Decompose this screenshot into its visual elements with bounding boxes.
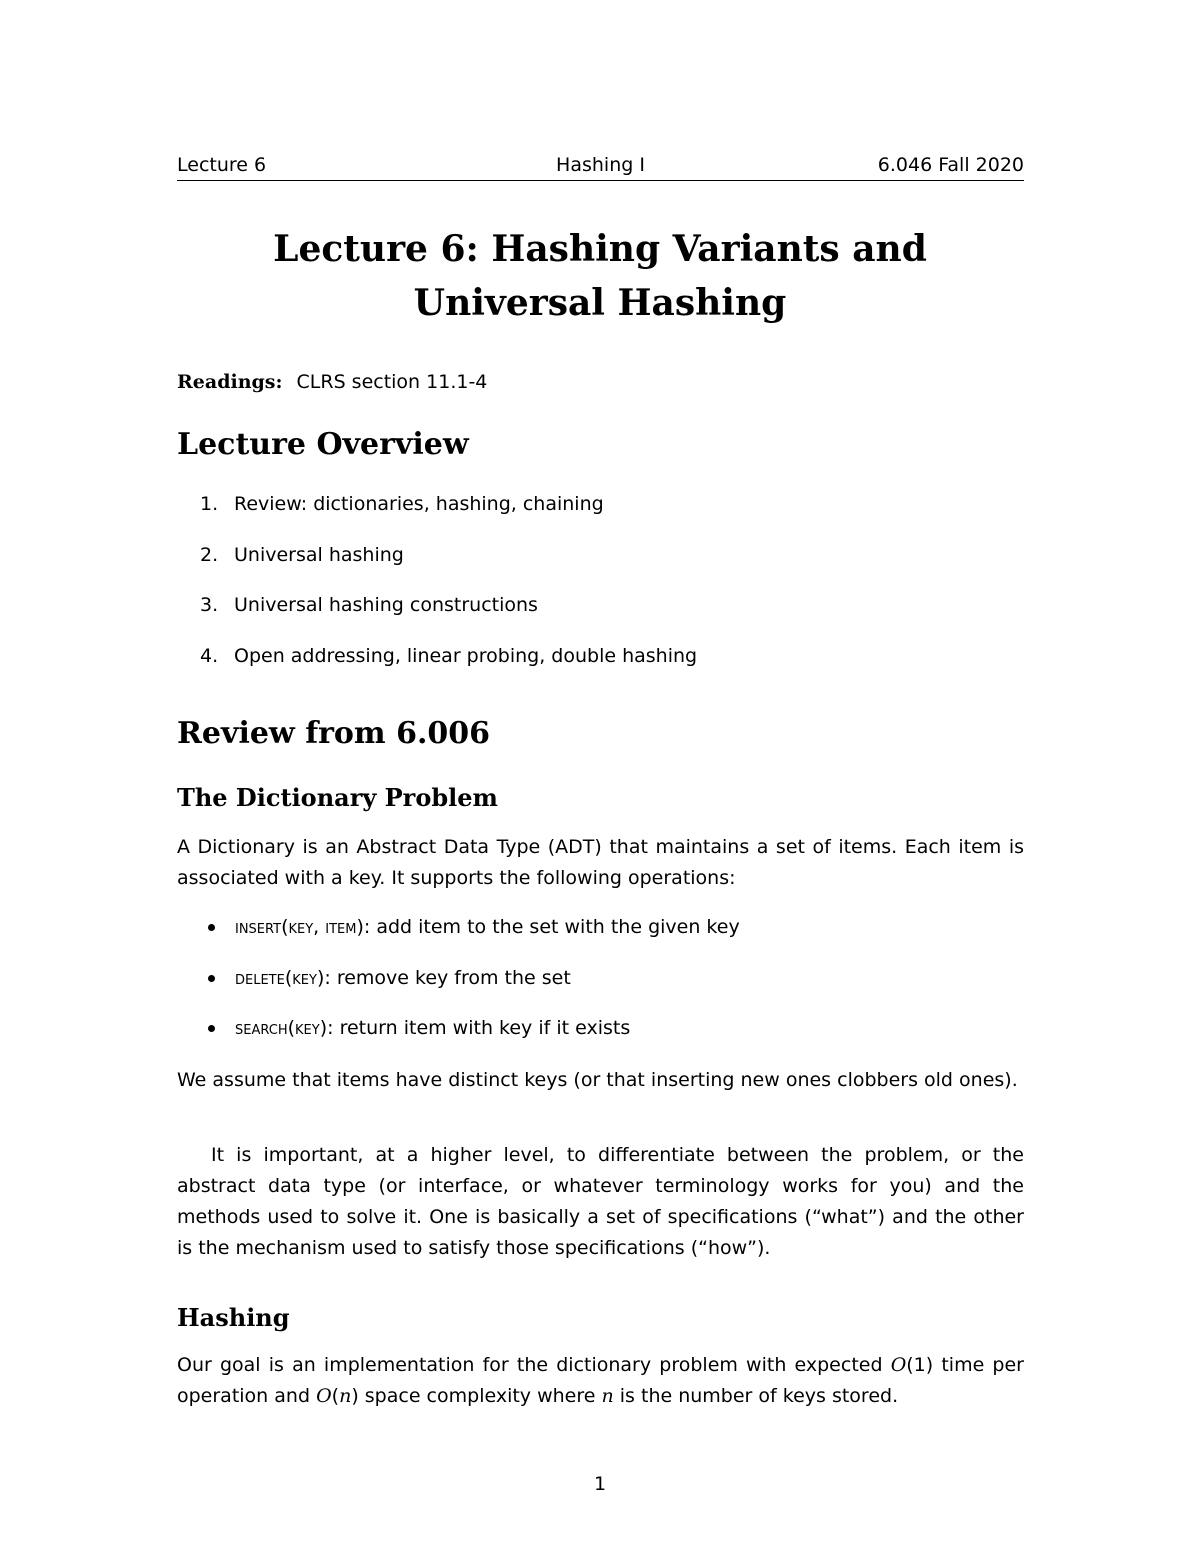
- hashing-paragraph: Our goal is an implementation for the dictionary problem with expected O(1) time per operation and O(n) space complexity where n is the number of keys stored.: [177, 1354, 1024, 1407]
- list-item: 3. Universal hashing constructions: [200, 594, 538, 616]
- header-topic: Hashing I: [556, 154, 645, 176]
- dictionary-intro: A Dictionary is an Abstract Data Type (ADT) that maintains a set of items. Each item is associated with a key. It supports the following operations:: [177, 836, 1024, 889]
- running-header: [177, 152, 1024, 181]
- hashing-heading: Hashing: [177, 1303, 290, 1332]
- bullet-icon: [208, 975, 215, 982]
- document-title: [150, 222, 1050, 330]
- header-lecture: Lecture 6: [177, 154, 267, 176]
- review-heading: Review from 6.006: [177, 716, 491, 751]
- readings: [177, 368, 487, 396]
- title-line-1: Lecture 6: Hashing Variants and: [273, 228, 927, 270]
- overview-list: [200, 490, 697, 692]
- list-item: insert(key, item): add item to the set with the given key: [208, 913, 740, 964]
- header-course: 6.046 Fall 2020: [877, 154, 1024, 176]
- bullet-icon: [208, 1025, 215, 1032]
- list-item: search(key): return item with key if it exists: [208, 1014, 740, 1065]
- list-item: 1. Review: dictionaries, hashing, chaining: [200, 493, 604, 515]
- list-item: 4. Open addressing, linear probing, double hashing: [200, 644, 698, 667]
- importance-paragraph: It is important, at a higher level, to differentiate between the problem, or the abstract data type (or interface, or whatever terminology works for you) and the methods used to solve it. One is basically a set of specifications (“what”) and the other is the mechanism used to satisfy those specifications (“how”).: [177, 1144, 1024, 1259]
- title-line-2: Universal Hashing: [413, 282, 787, 324]
- list-item: delete(key): remove key from the set: [208, 964, 740, 1015]
- bullet-icon: [208, 924, 215, 931]
- page-number: 1: [593, 1473, 607, 1495]
- dictionary-heading: The Dictionary Problem: [177, 783, 498, 812]
- overview-heading: Lecture Overview: [177, 427, 469, 462]
- readings-label: Readings:: [177, 371, 283, 393]
- operations-list: [208, 913, 740, 1065]
- list-item: 2. Universal hashing: [200, 543, 404, 566]
- assumption-paragraph: We assume that items have distinct keys (or that inserting new ones clobbers old ones).: [177, 1069, 1018, 1091]
- readings-text: CLRS section 11.1-4: [296, 371, 488, 393]
